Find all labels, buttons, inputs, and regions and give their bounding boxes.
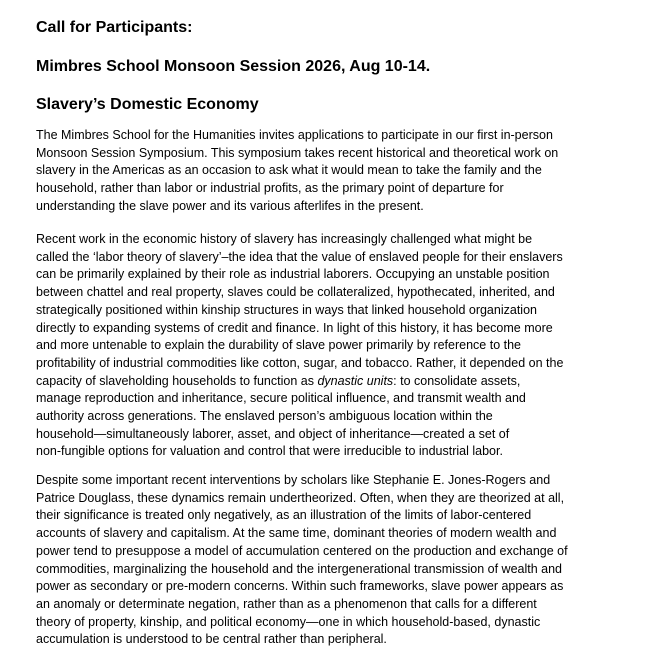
paragraph-line: between chattel and real property, slaves could be collateralized, hypothecated, inherited, and bbox=[36, 285, 555, 300]
session-heading: Mimbres School Monsoon Session 2026, Aug 10-14. bbox=[36, 58, 431, 75]
paragraph-line: called the ‘labor theory of slavery’–the idea that the value of enslaved people for their enslavers bbox=[36, 249, 563, 264]
paragraph-line: Despite some important recent interventions by scholars like Stephanie E. Jones-Rogers and bbox=[36, 473, 551, 487]
paragraph-line: Recent work in the economic history of slavery has increasingly challenged what might be bbox=[36, 232, 533, 246]
italic-phrase: dynastic units bbox=[317, 373, 394, 388]
paragraph-line: accumulation is understood to be central rather than peripheral. bbox=[36, 632, 387, 647]
paragraph-line: and more untenable to explain the durability of slave power primarily by reference to the bbox=[36, 338, 521, 353]
paragraph-line: The Mimbres School for the Humanities invites applications to participate in our first in-person bbox=[36, 128, 553, 142]
title-heading: Slavery’s Domestic Economy bbox=[36, 96, 259, 113]
paragraph-line: theory of property, kinship, and political economy—one in which household-based, dynastic bbox=[36, 614, 541, 629]
paragraph-line: strategically positioned within kinship structures in ways that linked household organization bbox=[36, 302, 537, 317]
paragraph-line: understanding the slave power and its various afterlifes in the present. bbox=[36, 198, 424, 213]
paragraph-line: power tend to presuppose a model of accumulation centered on the production and exchange of bbox=[36, 543, 568, 558]
paragraph-intro bbox=[36, 127, 636, 216]
paragraph-line: household, rather than labor or industrial profits, as the primary point of departure for bbox=[36, 181, 504, 196]
paragraph-undertheorized bbox=[36, 472, 636, 649]
line-start: capacity of slaveholding households to function as bbox=[36, 373, 318, 388]
paragraph-line: commodities, marginalizing the household and the intergenerational transmission of wealth and bbox=[36, 561, 563, 576]
paragraph-line: power as secondary or pre-modern concerns. Within such frameworks, slave power appears as bbox=[36, 579, 564, 594]
paragraph-line: household—simultaneously laborer, asset, and object of inheritance—created a set of bbox=[36, 426, 510, 441]
paragraph-line: Patrice Douglass, these dynamics remain undertheorized. Often, when they are theorized at all, bbox=[36, 490, 565, 505]
paragraph-line: slavery in the Americas as an occasion to ask what it would mean to take the family and the bbox=[36, 163, 542, 178]
paragraph-line: accounts of slavery and capitalism. At the same time, dominant theories of modern wealth and bbox=[36, 526, 557, 541]
paragraph-line: directly to expanding systems of credit and finance. In light of this history, it has become more bbox=[36, 320, 553, 335]
paragraph-line: non-fungible options for valuation and control that were irreducible to industrial labor. bbox=[36, 444, 503, 459]
paragraph-line: an anomaly or determinate negation, rather than as a phenomenon that calls for a different bbox=[36, 596, 537, 611]
paragraph-line: their significance is treated only negatively, as an illustration of the limits of labor-centered bbox=[36, 508, 532, 523]
line-end: : to consolidate assets, bbox=[393, 373, 521, 388]
paragraph-economic-history bbox=[36, 231, 636, 461]
paragraph-line: Monsoon Session Symposium. This symposium takes recent historical and theoretical work on bbox=[36, 145, 559, 160]
paragraph-line: authority across generations. The enslaved person’s ambiguous location within the bbox=[36, 409, 493, 424]
paragraph-line: manage reproduction and inheritance, secure political influence, and transmit wealth and bbox=[36, 391, 526, 406]
call-heading: Call for Participants: bbox=[36, 19, 193, 36]
paragraph-line: can be primarily explained by their role as industrial laborers. Occupying an unstable position bbox=[36, 267, 550, 282]
paragraph-line-italic bbox=[36, 373, 636, 391]
paragraph-line: profitability of industrial commodities like cotton, sugar, and tobacco. Rather, it depended on the bbox=[36, 355, 564, 370]
